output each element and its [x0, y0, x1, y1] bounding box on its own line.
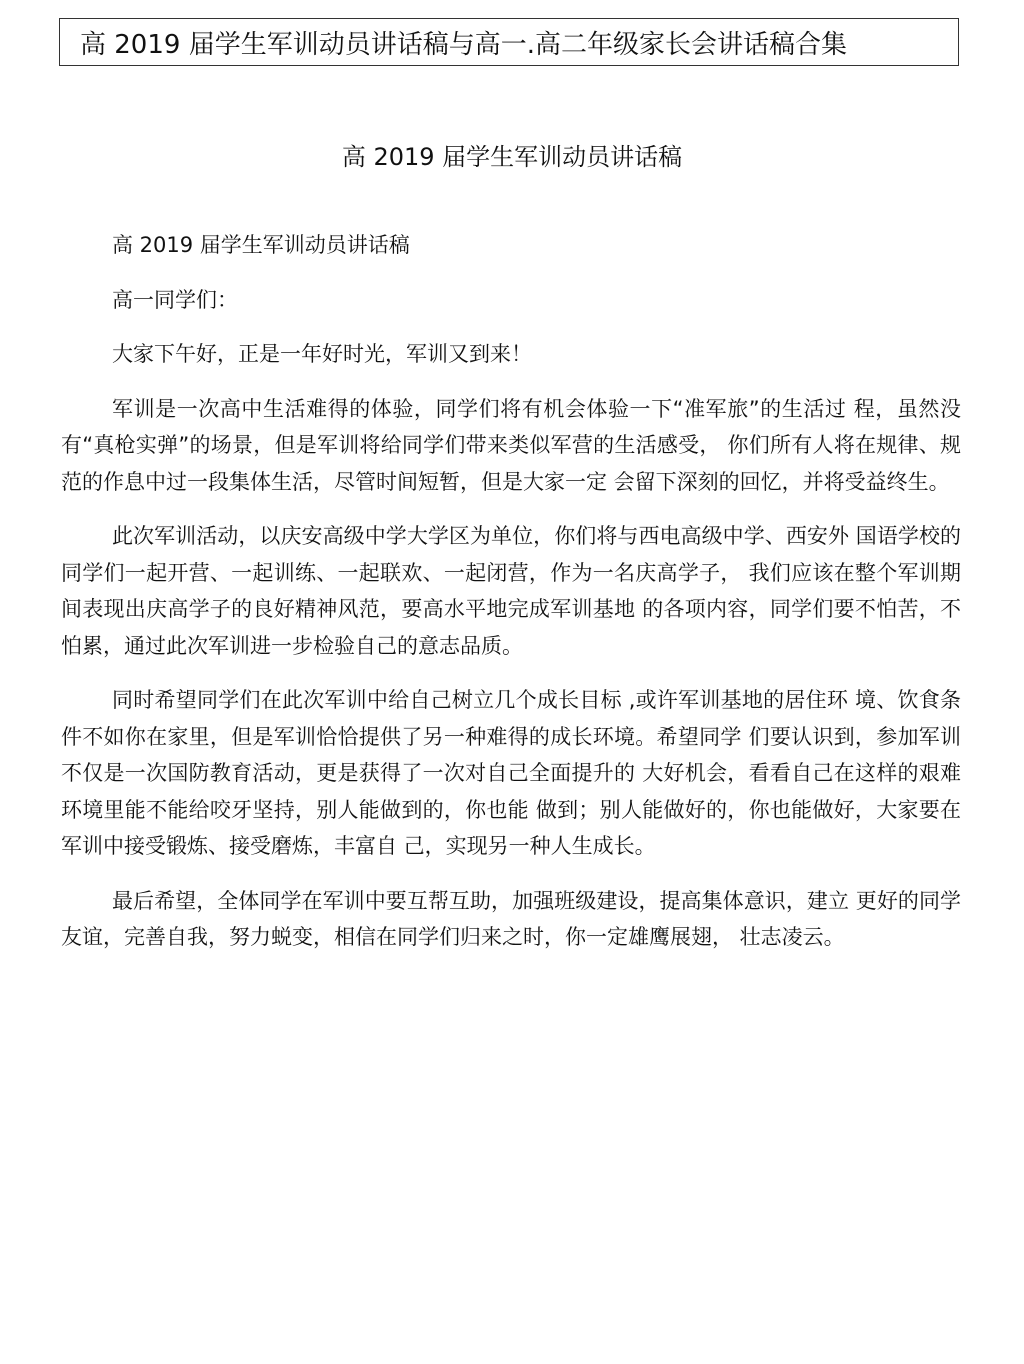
document-title: 高 2019 届学生军训动员讲话稿 — [341, 143, 683, 171]
paragraph-salutation: 高一同学们： — [112, 287, 238, 312]
paragraph-body-2: 此次军训活动，以庆安高级中学大学区为单位，你们将与西电高级中学、西安外 国语学校的同学们一起开营、一起训练、一起联欢、一起闭营，作为一名庆高学子， 我们应该在整个军训期间表现出庆高学子的良好精神风范，要高水平地完成军训基地 的各项内容，同学们要不怕苦，不怕累，通过此次军训进一步检验自己的意志品质。 — [61, 524, 961, 658]
document-body — [61, 227, 961, 974]
header-title-box — [59, 18, 959, 66]
paragraph-body-1: 军训是一次高中生活难得的体验，同学们将有机会体验一下“准军旅”的生活过 程，虽然没有“真枪实弹”的场景，但是军训将给同学们带来类似军营的生活感受， 你们所有人将在规律、规范的作息中过一段集体生活，尽管时间短暂，但是大家一定 会留下深刻的回忆，并将受益终生。 — [61, 396, 961, 494]
paragraph-greeting: 大家下午好，正是一年好时光，军训又到来！ — [112, 342, 532, 366]
paragraph-body-4: 最后希望，全体同学在军训中要互帮互助，加强班级建设，提高集体意识，建立 更好的同学友谊，完善自我，努力蜕变，相信在同学们归来之时，你一定雄鹰展翅， 壮志凌云。 — [61, 888, 961, 949]
header-title: 高 2019 届学生军训动员讲话稿与高一.高二年级家长会讲话稿合集 — [80, 29, 847, 60]
paragraph-subtitle: 高 2019 届学生军训动员讲话稿 — [112, 233, 410, 257]
paragraph-body-3: 同时希望同学们在此次军训中给自己树立几个成长目标 ,或许军训基地的居住环 境、饮食条件不如你在家里，但是军训恰恰提供了另一种难得的成长环境。希望同学 们要认识到，参加军训不仅是一次国防教育活动，更是获得了一次对自己全面提升的 大好机会，看看自己在这样的艰难环境里能不能给咬牙坚持，别人能做到的，你也能 做到；别人能做好的，你也能做好，大家要在军训中接受锻炼、接受磨炼，丰富自 己，实现另一种人生成长。 — [61, 688, 961, 858]
